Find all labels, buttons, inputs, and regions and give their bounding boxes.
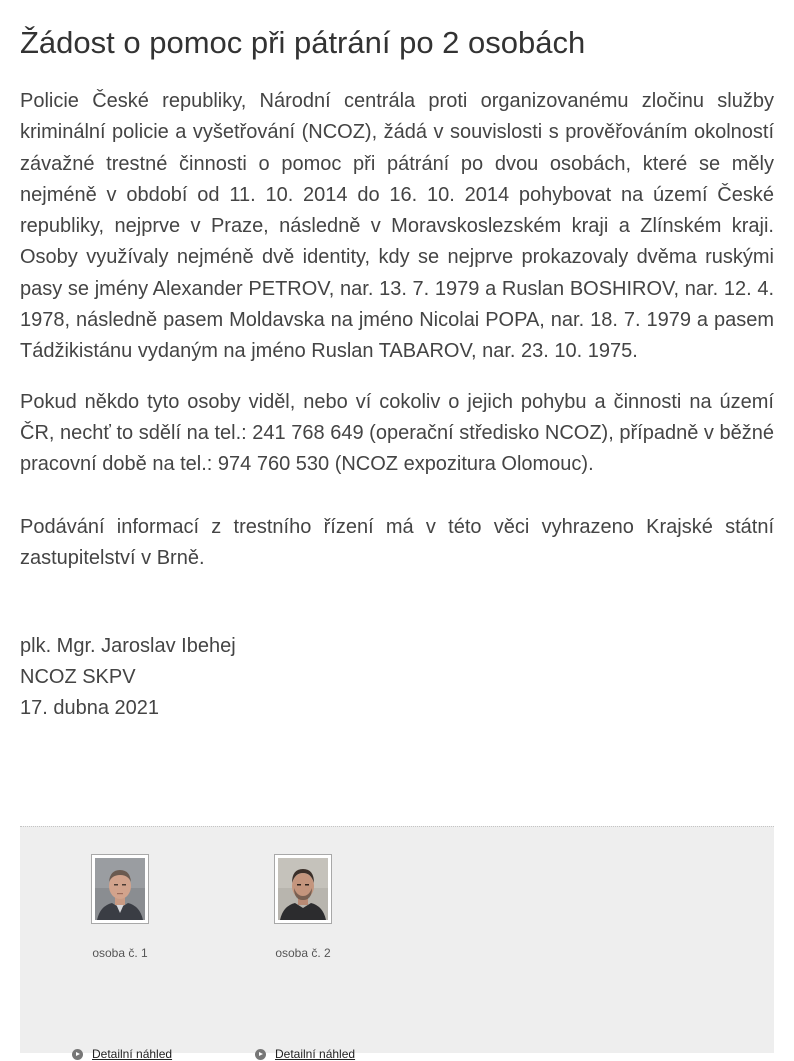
person-1-caption: osoba č. 1	[92, 946, 148, 960]
signature-block	[20, 631, 774, 724]
gallery-item-person-2	[203, 854, 383, 1061]
signature-unit: NCOZ SKPV	[20, 666, 136, 689]
person-2-photo-thumbnail[interactable]	[274, 854, 332, 924]
person-2-photo	[278, 858, 328, 920]
person-1-photo	[95, 858, 145, 920]
photo-gallery	[20, 826, 774, 1061]
detail-link-label: Detailní náhled	[92, 1047, 173, 1061]
article	[20, 0, 774, 724]
person-1-detail-link[interactable]	[72, 1047, 172, 1061]
play-circle-icon	[72, 1049, 83, 1060]
person-2-detail-link[interactable]	[255, 1047, 355, 1061]
person-1-photo-thumbnail[interactable]	[91, 854, 149, 924]
play-circle-icon	[255, 1049, 266, 1060]
article-paragraph-1: Policie České republiky, Národní centrála proti organizovanému zločinu služby kriminální policie a vyšetřování (NCOZ), žádá v souvislosti s prověřováním okolností závažné trestné činnosti o pomoc při pátrání po dvou osobách, které se měly nejméně v období od 11. 10. 2014 do 16. 10. 2014 pohybovat na území České republiky, nejprve v Praze, následně v Moravskoslezském kraji a Zlínském kraji. Osoby využívaly nejméně dvě identity, kdy se nejprve prokazovaly dvěma ruskými pasy se jmény Alexander PETROV, nar. 13. 7. 1979 a Ruslan BOSHIROV, nar. 12. 4. 1978, následně pasem Moldavska na jméno Nicolai POPA, nar. 18. 7. 1979 a pasem Tádžikistánu vydaným na jméno Ruslan TABAROV, nar. 23. 10. 1975.	[20, 90, 774, 363]
page-title: Žádost o pomoc při pátrání po 2 osobách	[20, 25, 586, 60]
gallery-item-person-1	[20, 854, 200, 1061]
article-paragraph-3: Podávání informací z trestního řízení má v této věci vyhrazeno Krajské státní zastupitelství v Brně.	[20, 515, 774, 569]
person-2-caption: osoba č. 2	[275, 946, 331, 960]
signature-date: 17. dubna 2021	[20, 697, 160, 720]
signature-name: plk. Mgr. Jaroslav Ibehej	[20, 635, 236, 658]
detail-link-label: Detailní náhled	[275, 1047, 356, 1061]
article-paragraph-2: Pokud někdo tyto osoby viděl, nebo ví cokoliv o jejich pohybu a činnosti na území ČR, nechť to sdělí na tel.: 241 768 649 (operační středisko NCOZ), případně v běžné pracovní době na tel.: 974 760 530 (NCOZ expozitura Olomouc).	[20, 390, 774, 476]
